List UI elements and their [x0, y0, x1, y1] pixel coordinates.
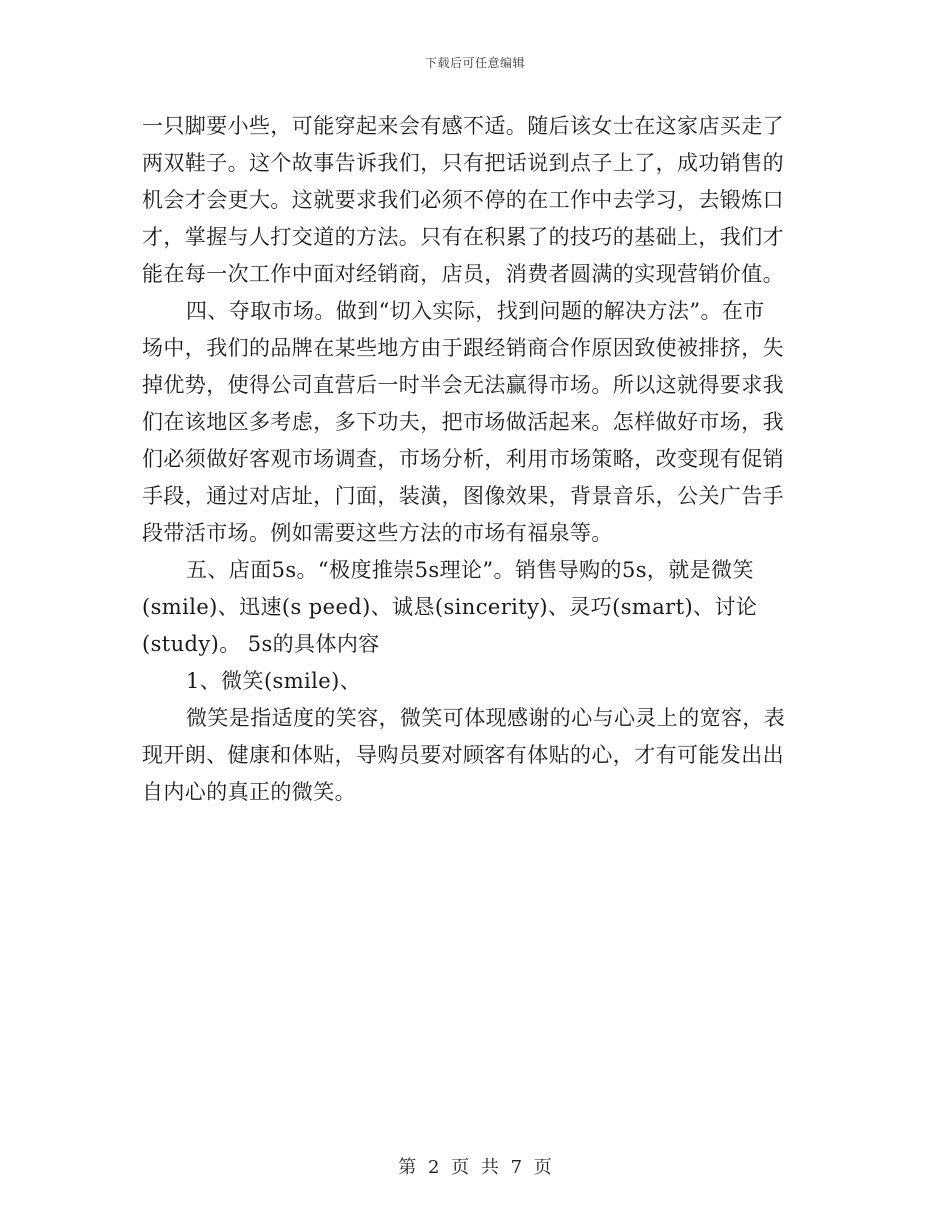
text-line: 一只脚要小些，可能穿起来会有感不适。随后该女士在这家店买走了	[142, 114, 784, 138]
text-line: 们必须做好客观市场调查，市场分析，利用市场策略，改变现有促销	[142, 447, 784, 471]
text-line: 段带活市场。例如需要这些方法的市场有福泉等。	[142, 521, 613, 545]
text-line: 两双鞋子。这个故事告诉我们，只有把话说到点子上了，成功销售的	[142, 151, 784, 175]
text-line: 自内心的真正的微笑。	[142, 780, 356, 804]
text-line: 五、店面5s。“极度推崇5s理论”。销售导购的5s，就是微笑	[186, 558, 754, 582]
page-number: 第 2 页 共 7 页	[398, 1157, 552, 1178]
text-line: 机会才会更大。这就要求我们必须不停的在工作中去学习，去锻炼口	[142, 188, 784, 212]
page-header: 下载后可任意编辑	[424, 56, 525, 70]
text-line: 能在每一次工作中面对经销商，店员，消费者圆满的实现营销价值。	[142, 262, 784, 286]
text-line: 微笑是指适度的笑容，微笑可体现感谢的心与心灵上的宽容，表	[186, 706, 786, 730]
text-line: 掉优势，使得公司直营后一时半会无法赢得市场。所以这就得要求我	[142, 373, 784, 397]
text-line: 手段，通过对店址，门面，装潢，图像效果，背景音乐，公关广告手	[142, 484, 784, 508]
text-line: 才，掌握与人打交道的方法。只有在积累了的技巧的基础上，我们才	[142, 225, 784, 249]
text-line: 们在该地区多考虑，多下功夫，把市场做活起来。怎样做好市场，我	[142, 410, 784, 434]
text-line: 四、夺取市场。做到“切入实际，找到问题的解决方法”。在市	[186, 299, 765, 323]
text-line: 1、微笑(smile)、	[186, 669, 362, 693]
text-line: 场中，我们的品牌在某些地方由于跟经销商合作原因致使被排挤，失	[142, 336, 784, 360]
document-body	[142, 108, 812, 811]
text-line: (smile)、迅速(s peed)、诚恳(sincerity)、灵巧(smart)、讨论	[142, 595, 758, 619]
text-line: (study)。 5s的具体内容	[142, 632, 380, 656]
text-line: 现开朗、健康和体贴，导购员要对顾客有体贴的心，才有可能发出出	[142, 743, 784, 767]
